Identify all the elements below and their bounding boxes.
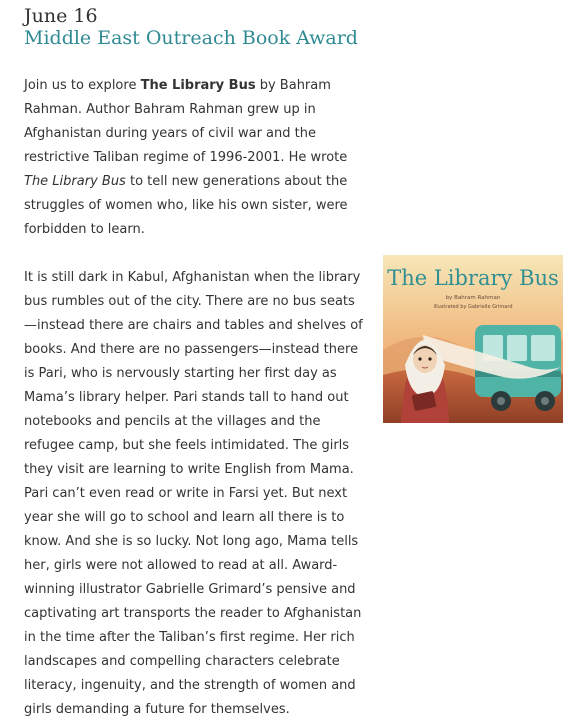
- book-cover-image: [383, 255, 563, 423]
- book-title-bold: The Library Bus: [140, 78, 256, 93]
- event-description: [24, 74, 364, 722]
- cover-author: by Bahram Rahman: [445, 295, 501, 301]
- summary-paragraph: It is still dark in Kabul, Afghanistan when the library bus rumbles out of the city. There are no bus seats—instead there are chairs and tables and shelves of books. And there are no passengers—instead there is Pari, who is nervously starting her first day as Mama’s library helper. Pari stands tall to hand out notebooks and pencils at the villages and the refugee camp, but she feels intimidated. The girls they visit are learning to write English from Mama. Pari can’t even read or write in Farsi yet. But next year she will go to school and learn all there is to know. And she is so lucky. Not long ago, Mama tells her, girls were not allowed to read at all. Award-winning illustrator Gabrielle Grimard’s pensive and captivating art transports the reader to Afghanistan in the time after the Taliban’s first regime. Her rich landscapes and compelling characters celebrate literacy, ingenuity, and the strength of women and girls demanding a future for themselves.: [24, 270, 363, 717]
- event-title[interactable]: Middle East Outreach Book Award: [24, 27, 358, 49]
- cover-title: The Library Bus: [387, 266, 559, 290]
- book-title-italic: The Library Bus: [24, 174, 126, 189]
- cover-illustrator: illustrated by Gabrielle Grimard: [433, 304, 513, 310]
- intro-text-start: Join us to explore: [24, 78, 141, 93]
- intro-paragraph: [24, 74, 364, 242]
- intro-text-middle: by Bahram Rahman. Author Bahram Rahman grew up in Afghanistan during years of civil war and the restrictive Taliban regime of 1996-2001. He wrote: [24, 78, 348, 165]
- event-date: June 16: [24, 5, 98, 27]
- intro-text-end: to tell new generations about the struggles of women who, like his own sister, were forbidden to learn.: [24, 174, 348, 237]
